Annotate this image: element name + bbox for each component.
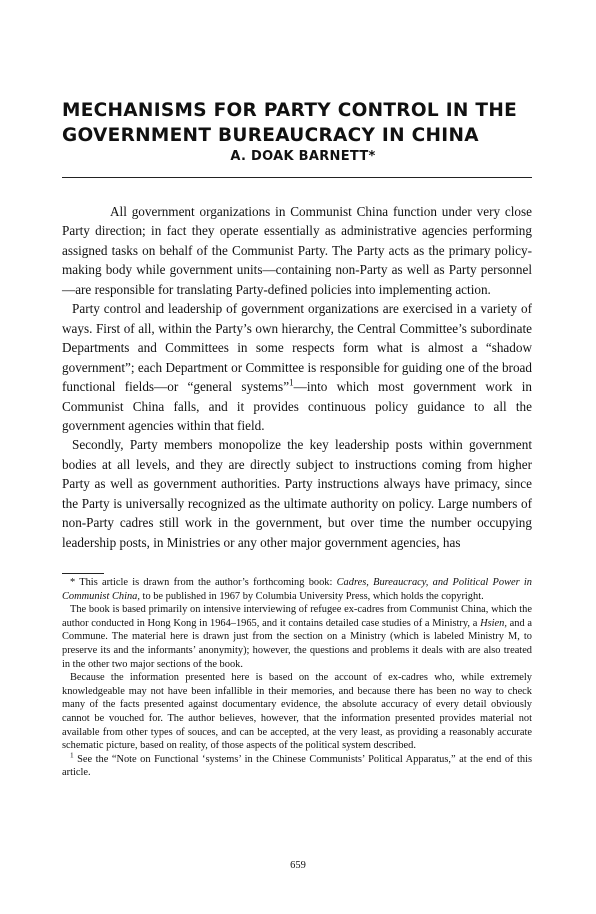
page-number: 659 — [290, 860, 306, 871]
book-title: Cadres, Bureaucracy, and Political Power in Communist China, — [62, 577, 532, 602]
footnote-text: See the “Note on Functional ‘systems’ in the Chinese Communists’ Political Apparatus,” at the end of this article. — [62, 753, 532, 779]
footnote-1 — [62, 753, 532, 780]
article-body — [62, 202, 532, 552]
title-line-1: MECHANISMS FOR PARTY CONTROL IN THE — [62, 100, 518, 121]
paragraph-text: Secondly, Party members monopolize the key leadership posts within government bodies at all levels, and they are directly subject to instructions coming from higher Party as well as government authorities. Party instructions always have primacy, since the Party is universally recognized as the ultimate authority on policy. Large numbers of non-Party cadres still work in the government, but over time the number occupying leadership posts, in Ministries or any other major government agencies, has — [62, 437, 532, 550]
footnote-reference[interactable]: 1 — [289, 377, 294, 388]
footnote-divider — [62, 573, 104, 574]
footnote-sources — [62, 603, 532, 671]
title-line-2: GOVERNMENT BUREAUCRACY IN CHINA — [62, 125, 479, 146]
author-name: A. DOAK BARNETT* — [230, 149, 376, 164]
footnote-author — [62, 576, 532, 603]
body-paragraph-3 — [62, 435, 532, 552]
body-paragraph-2 — [62, 299, 532, 435]
footnote-text: to be published in 1967 by Columbia University Press, which holds the copyright. — [139, 590, 484, 602]
footnotes — [62, 576, 532, 780]
article-title — [62, 98, 542, 148]
paragraph-text: All government organizations in Communist China function under very close Party direction; in fact they operate essentially as administrative agencies performing assigned tasks on behalf of the Communist Party. The Party acts as the primary policy-making body while government units—containing non-Party as well as Party personnel—are responsible for translating Party-defined policies into implementing action. — [62, 204, 532, 297]
body-paragraph-1 — [62, 202, 532, 299]
footnote-number: 1 — [70, 751, 74, 760]
footnote-text: This article is drawn from the author’s forthcoming book: — [79, 577, 337, 588]
footnote-text: and a Commune. The material here is drawn just from the section on a Ministry (which is labeled Ministry M, to preserve its and the informants’ anonymity); however, the questions and problems it deals with are also treated in the other two major sections of the book. — [62, 617, 533, 670]
footnote-text: The book is based primarily on intensive interviewing of refugee ex-cadres from Communist China, which the author conducted in Hong Kong in 1964–1965, and it contains detailed case studies of a Ministry, a — [62, 604, 532, 629]
hsien-term: Hsien, — [480, 617, 507, 629]
paragraph-text: Party control and leadership of government organizations are exercised in a variety of ways. First of all, within the Party’s own hierarchy, the Central Committee’s subordinate Departments and Committees in some respects form what is almost a “shadow government”; each Department or Committee is responsible for guiding one of the broad functional fields—or “general systems” — [62, 301, 532, 395]
title-divider — [62, 177, 532, 178]
paragraph-text-continued: —into which most government work in Communist China falls, and it provides continuous policy guidance to all the government agencies within that field. — [62, 379, 532, 433]
footnote-accuracy: Because the information presented here is based on the account of ex-cadres who, while extremely knowledgeable may not have been infallible in their memories, and because there has been no way to check many of the facts presented against documentary evidence, the absolute accuracy of every detail obviously cannot be vouched for. The author believes, however, that the information presented provides material not available from other types of souces, and can be accepted, at the very least, as providing a reasonably accurate schematic picture, based on reality, of those aspects of the political system described. — [62, 672, 532, 752]
footnote-mark: * — [70, 577, 76, 588]
